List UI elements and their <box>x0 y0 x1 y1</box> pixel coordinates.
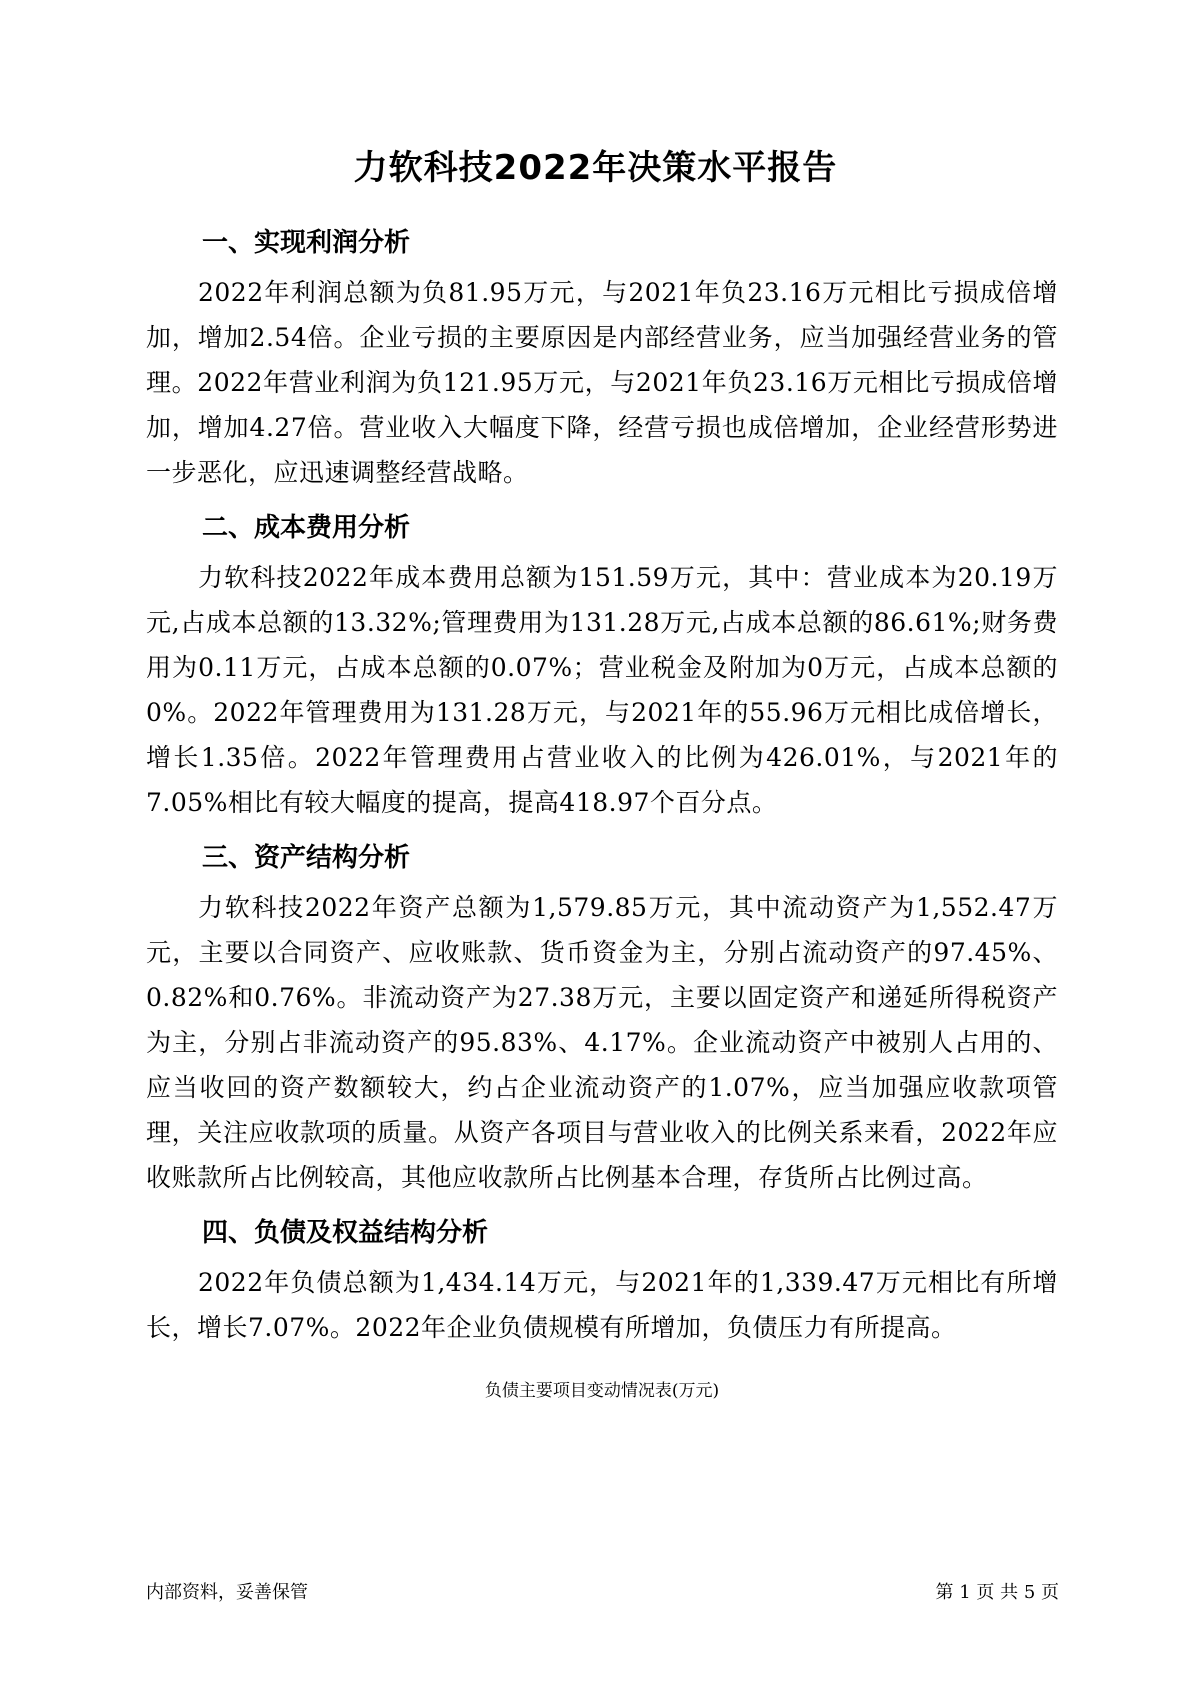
table-caption: 负债主要项目变动情况表(万元) <box>484 1381 720 1401</box>
document-title: 力软科技2022年决策水平报告 <box>353 148 838 188</box>
section-heading-cost: 二、成本费用分析 <box>202 513 411 543</box>
footer-confidential-note: 内部资料，妥善保管 <box>146 1582 308 1603</box>
footer-page-number: 第 1 页 共 5 页 <box>935 1582 1059 1603</box>
section-paragraph-liabilities: 2022年负债总额为1,434.14万元，与2021年的1,339.47万元相比有所增长，增长7.07%。2022年企业负债规模有所增加，负债压力有所提高。 <box>146 1268 1058 1342</box>
section-paragraph-profit: 2022年利润总额为负81.95万元，与2021年负23.16万元相比亏损成倍增加，增加2.54倍。企业亏损的主要原因是内部经营业务，应当加强经营业务的管理。2022年营业利润为负121.95万元，与2021年负23.16万元相比亏损成倍增加，增加4.27倍。营业收入大幅度下降，经营亏损也成倍增加，企业经营形势进一步恶化，应迅速调整经营战略。 <box>146 278 1058 487</box>
section-paragraph-cost: 力软科技2022年成本费用总额为151.59万元，其中：营业成本为20.19万元,占成本总额的13.32%;管理费用为131.28万元,占成本总额的86.61%;财务费用为0.11万元，占成本总额的0.07%；营业税金及附加为0万元，占成本总额的0%。2022年管理费用为131.28万元，与2021年的55.96万元相比成倍增长，增长1.35倍。2022年管理费用占营业收入的比例为426.01%，与2021年的7.05%相比有较大幅度的提高，提高418.97个百分点。 <box>146 563 1058 817</box>
section-heading-liabilities: 四、负债及权益结构分析 <box>202 1218 489 1248</box>
section-heading-profit: 一、实现利润分析 <box>202 228 411 258</box>
section-paragraph-assets: 力软科技2022年资产总额为1,579.85万元，其中流动资产为1,552.47万元，主要以合同资产、应收账款、货币资金为主，分别占流动资产的97.45%、0.82%和0.76%。非流动资产为27.38万元，主要以固定资产和递延所得税资产为主，分别占非流动资产的95.83%、4.17%。企业流动资产中被别人占用的、应当收回的资产数额较大，约占企业流动资产的1.07%，应当加强应收款项管理，关注应收款项的质量。从资产各项目与营业收入的比例关系来看，2022年应收账款所占比例较高，其他应收款所占比例基本合理，存货所占比例过高。 <box>146 893 1058 1192</box>
document-body <box>146 218 1058 1401</box>
section-heading-assets: 三、资产结构分析 <box>202 843 411 873</box>
